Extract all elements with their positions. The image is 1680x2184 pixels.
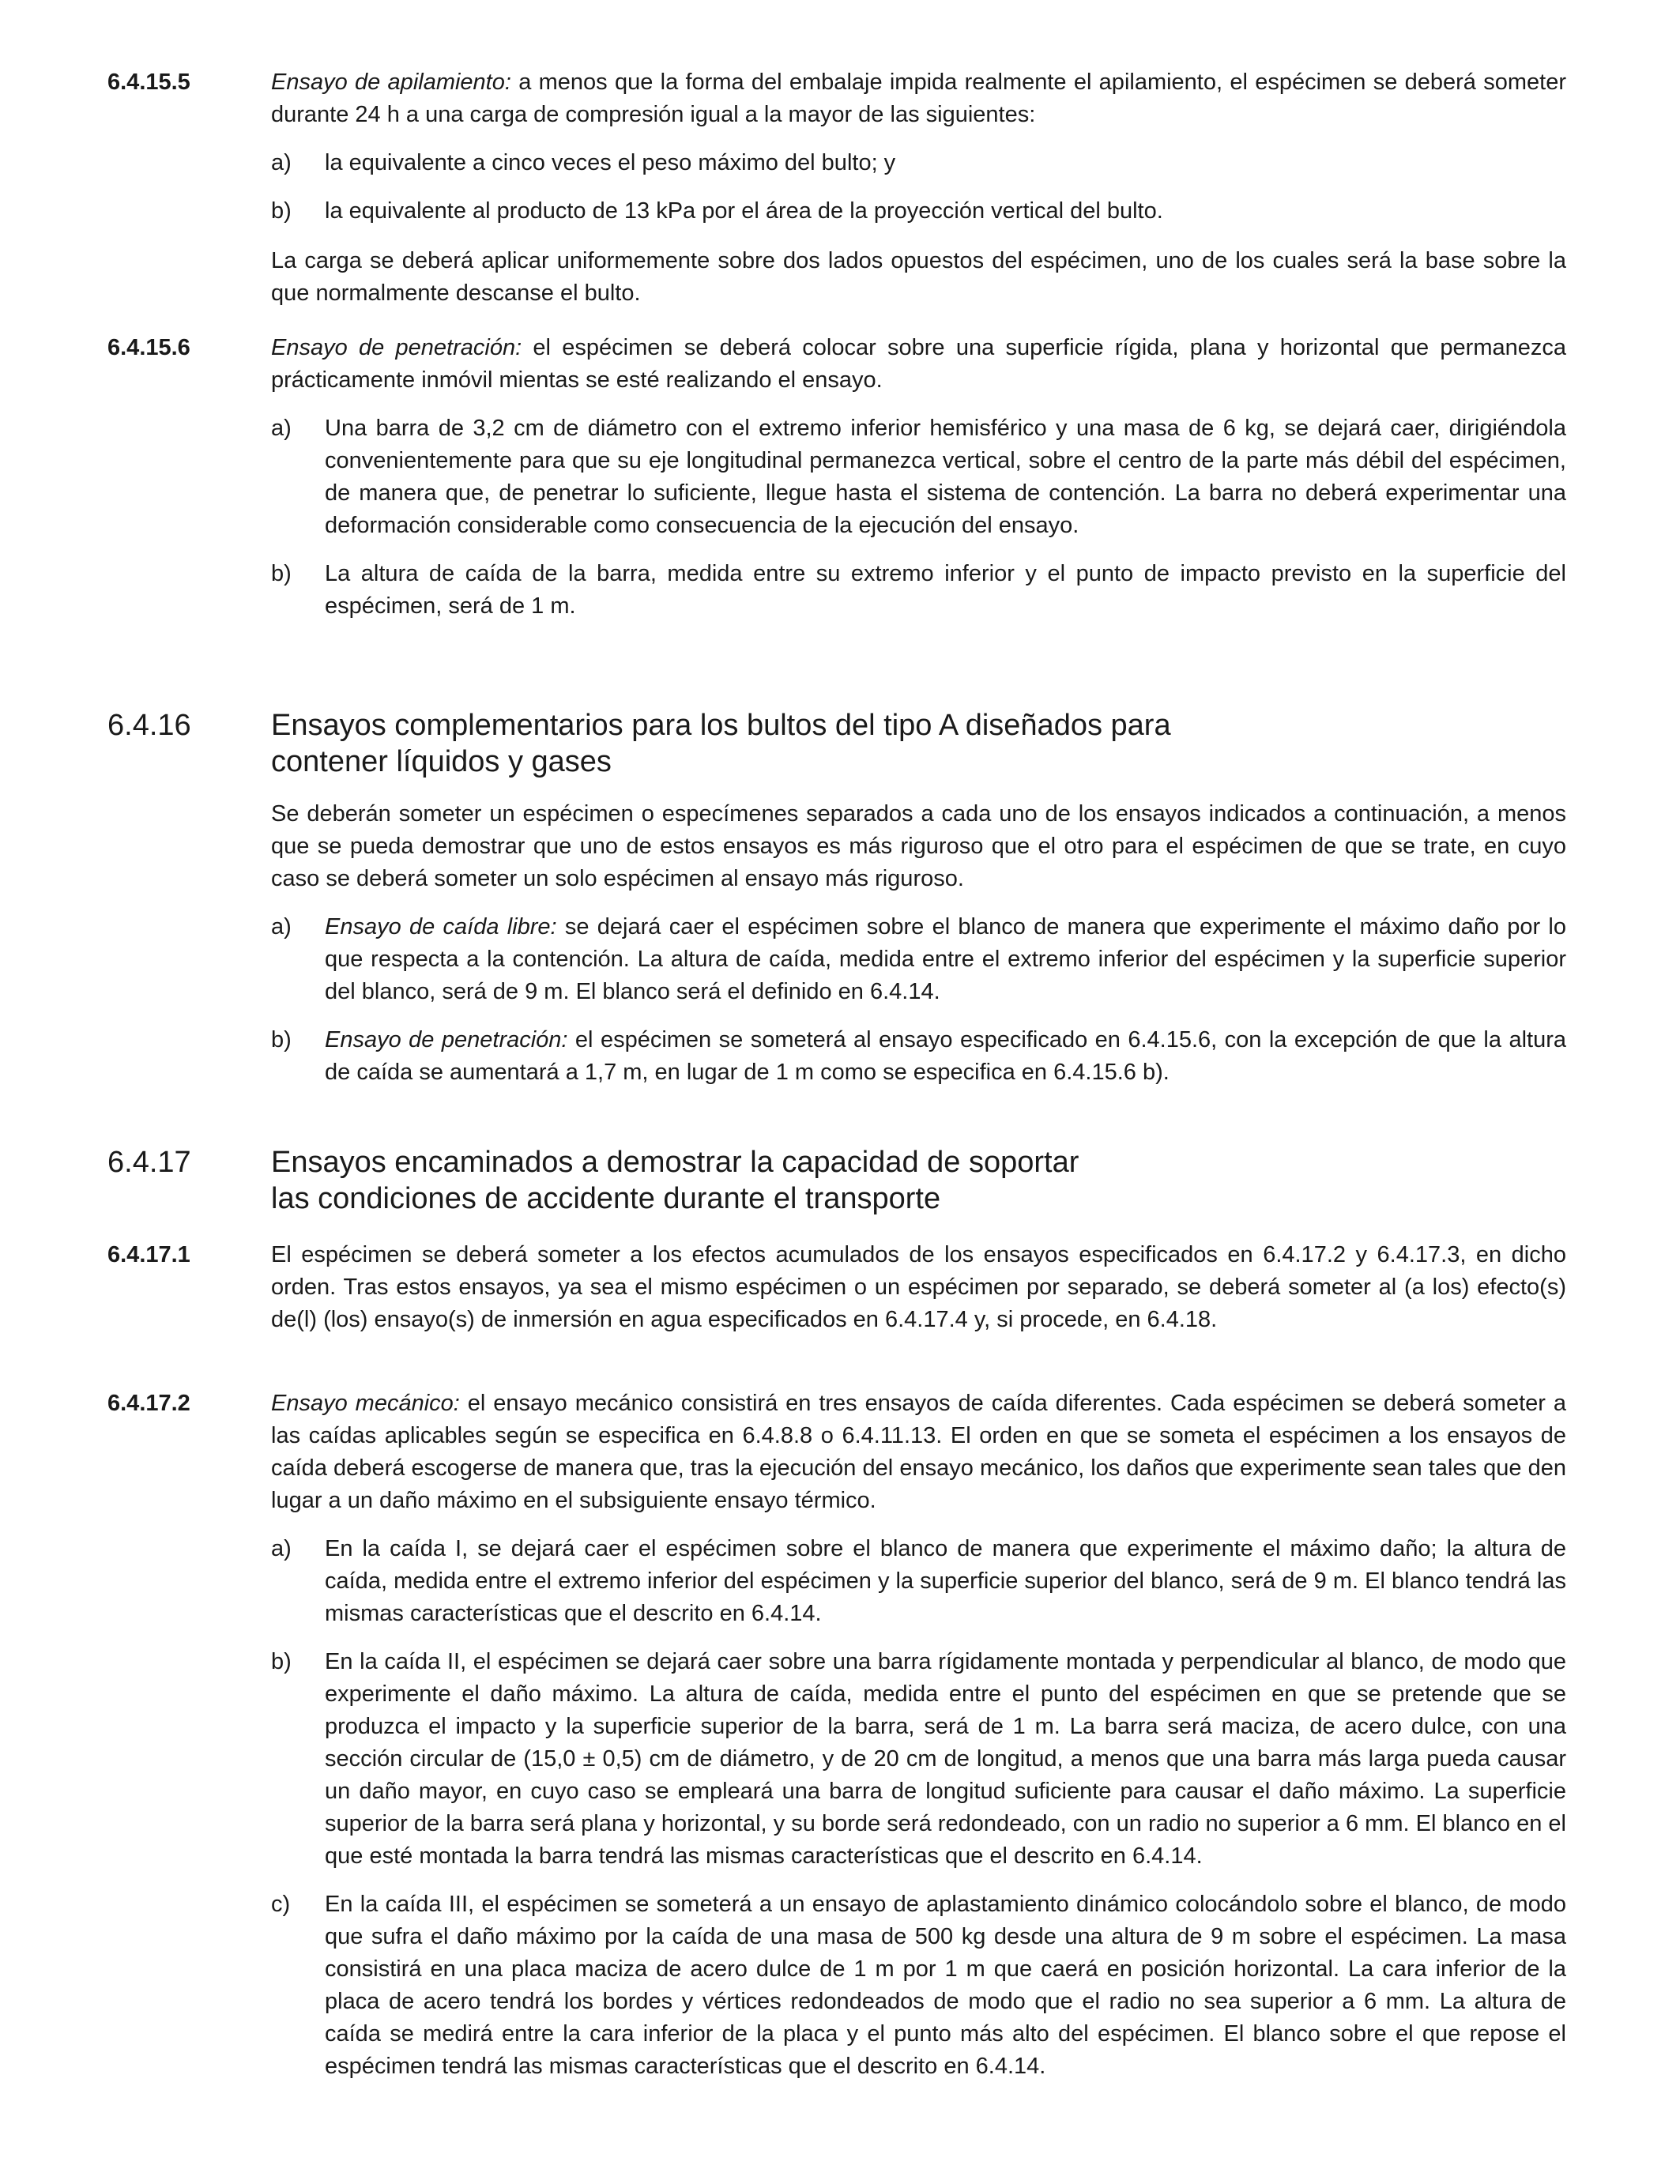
item-label: a) (271, 1536, 292, 1561)
item-text: la equivalente al producto de 13 kPa por el área de la proyección vertical del bulto. (325, 198, 1163, 224)
heading-text (271, 1144, 1566, 1217)
list-item (271, 558, 1566, 623)
list-item (271, 911, 1566, 1008)
item-label: a) (271, 416, 292, 441)
item-label: b) (271, 1027, 292, 1052)
heading-6-4-16 (107, 707, 1566, 780)
item-text: En la caída III, el espécimen se someterá a un ensayo de aplastamiento dinámico colocándolo sobre el blanco, de modo que sufra el daño máximo por la caída de una masa de 500 kg desde una altura de 9 m sobre el espécimen. La masa consistirá en una placa maciza de acero dulce de 1 m por 1 m que caerá en posición horizontal. La cara inferior de la placa de acero tendrá los bordes y vértices redondeados de modo que el radio no sea superior a 6 mm. La altura de caída se medirá entre la cara inferior de la placa y el punto más alto del espécimen. El blanco sobre el que repose el espécimen tendrá las mismas características que el descrito en 6.4.14. (325, 1892, 1566, 2079)
item-text: La altura de caída de la barra, medida entre su extremo inferior y el punto de impacto previsto en la superficie del espécimen, será de 1 m. (325, 561, 1566, 619)
item-title: Ensayo de caída libre: (325, 914, 557, 939)
section-body (271, 798, 1566, 1089)
section-6-4-16-body (107, 798, 1566, 1089)
section-body (271, 332, 1566, 623)
item-label: b) (271, 198, 292, 224)
heading-line: Ensayos complementarios para los bultos del tipo A diseñados para (271, 709, 1171, 742)
item-label: b) (271, 561, 292, 586)
heading-line: Ensayos encaminados a demostrar la capacidad de soportar (271, 1146, 1079, 1179)
list-item (271, 195, 1566, 228)
item-text: En la caída I, se dejará caer el espécimen sobre el blanco de manera que experimente el máximo daño; la altura de caída, medida entre el extremo inferior del espécimen y la superficie superior del blanco, será de 9 m. El blanco tendrá las mismas características que el descrito en 6.4.14. (325, 1536, 1566, 1626)
section-title: Ensayo de apilamiento: (271, 70, 511, 95)
heading-text (271, 707, 1566, 780)
heading-line: las condiciones de accidente durante el transporte (271, 1182, 941, 1215)
section-number: 6.4.15.5 (107, 70, 190, 95)
paragraph: Se deberán someter un espécimen o especímenes separados a cada uno de los ensayos indicados a continuación, a menos que se pueda demostrar que uno de estos ensayos es más riguroso que el otro para el espécimen de que se trate, en cuyo caso se deberá someter un solo espécimen al ensayo más riguroso. (271, 801, 1566, 891)
section-6-4-17-2 (107, 1388, 1566, 2083)
paragraph-text: a menos que la forma del embalaje impida realmente el apilamiento, el espécimen se deberá someter durante 24 h a una carga de compresión igual a la mayor de las siguientes: (271, 70, 1566, 127)
list-item (271, 412, 1566, 542)
heading-number: 6.4.16 (107, 709, 191, 742)
list-item (271, 1888, 1566, 2083)
paragraph (271, 1388, 1566, 1517)
item-label: a) (271, 914, 292, 939)
section-title: Ensayo mecánico: (271, 1391, 460, 1416)
paragraph (271, 332, 1566, 397)
section-title: Ensayo de penetración: (271, 335, 522, 360)
section-number: 6.4.17.2 (107, 1391, 190, 1416)
section-body (271, 1388, 1566, 2083)
heading-line: contener líquidos y gases (271, 745, 612, 778)
section-6-4-15-5 (107, 66, 1566, 310)
item-label: c) (271, 1892, 291, 1917)
paragraph (271, 66, 1566, 131)
item-label: a) (271, 150, 292, 175)
item-text: Una barra de 3,2 cm de diámetro con el extremo inferior hemisférico y una masa de 6 kg, se dejará caer, dirigiéndola convenientemente para que su eje longitudinal permanezca vertical, sobre el centro de la parte más débil del espécimen, de manera que, de penetrar lo suficiente, llegue hasta el sistema de contención. La barra no deberá experimentar una deformación considerable como consecuencia de la ejecución del ensayo. (325, 416, 1566, 538)
heading-6-4-17 (107, 1144, 1566, 1217)
list-item (271, 1024, 1566, 1089)
section-6-4-15-6 (107, 332, 1566, 623)
section-number: 6.4.15.6 (107, 335, 190, 360)
item-label: b) (271, 1649, 292, 1674)
list-item (271, 147, 1566, 179)
item-text: se dejará caer el espécimen sobre el blanco de manera que experimente el máximo daño por lo que respecta a la contención. La altura de caída, medida entre el extremo inferior del espécimen y la superficie superior del blanco, será de 9 m. El blanco será el definido en 6.4.14. (325, 914, 1566, 1004)
paragraph-text: el ensayo mecánico consistirá en tres ensayos de caída diferentes. Cada espécimen se deberá someter a las caídas aplicables según se especifica en 6.4.8.8 o 6.4.11.13. El orden en que se someta el espécimen a los ensayos de caída deberá escogerse de manera que, tras la ejecución del ensayo mecánico, los daños que experimente sean tales que den lugar a un daño máximo en el subsiguiente ensayo térmico. (271, 1391, 1566, 1513)
heading-number: 6.4.17 (107, 1146, 191, 1179)
item-title: Ensayo de penetración: (325, 1027, 568, 1052)
paragraph: La carga se deberá aplicar uniformemente sobre dos lados opuestos del espécimen, uno de los cuales será la base sobre la que normalmente descanse el bulto. (271, 248, 1566, 306)
section-6-4-17-1 (107, 1239, 1566, 1336)
section-body (271, 1239, 1566, 1336)
item-text: el espécimen se someterá al ensayo especificado en 6.4.15.6, con la excepción de que la altura de caída se aumentará a 1,7 m, en lugar de 1 m como se especifica en 6.4.15.6 b). (325, 1027, 1566, 1085)
item-text: la equivalente a cinco veces el peso máximo del bulto; y (325, 150, 896, 175)
item-text: En la caída II, el espécimen se dejará caer sobre una barra rígidamente montada y perpendicular al blanco, de modo que experimente el daño máximo. La altura de caída, medida entre el punto del espécimen en que se pretende que se produzca el impacto y la superficie superior de la barra, será de 1 m. La barra será maciza, de acero dulce, con una sección circular de (15,0 ± 0,5) cm de diámetro, y de 20 cm de longitud, a menos que una barra más larga pueda causar un daño mayor, en cuyo caso se empleará una barra de longitud suficiente para causar el daño máximo. La superficie superior de la barra será plana y horizontal, y su borde será redondeado, con un radio no superior a 6 mm. El blanco en el que esté montada la barra tendrá las mismas características que el descrito en 6.4.14. (325, 1649, 1566, 1869)
list-item (271, 1533, 1566, 1630)
paragraph: El espécimen se deberá someter a los efectos acumulados de los ensayos especificados en 6.4.17.2 y 6.4.17.3, en dicho orden. Tras estos ensayos, ya sea el mismo espécimen o un espécimen por separado, se deberá someter al (a los) efecto(s) de(l) (los) ensayo(s) de inmersión en agua especificados en 6.4.17.4 y, si procede, en 6.4.18. (271, 1242, 1566, 1332)
section-number: 6.4.17.1 (107, 1242, 190, 1267)
paragraph-text: el espécimen se deberá colocar sobre una superficie rígida, plana y horizontal que permanezca prácticamente inmóvil mientas se esté realizando el ensayo. (271, 335, 1567, 393)
list-item (271, 1646, 1566, 1873)
section-body (271, 66, 1566, 310)
